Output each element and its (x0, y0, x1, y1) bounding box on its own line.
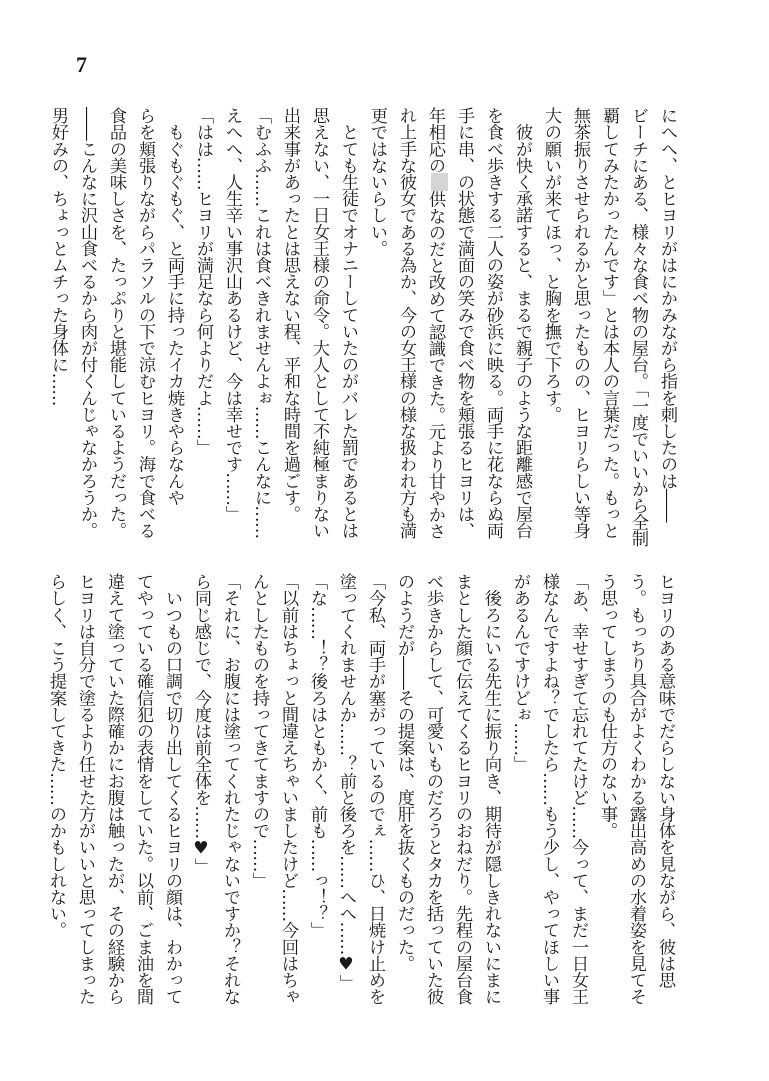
text-line: もぐもぐもぐ、と両手に持ったイカ焼きやらなんや (164, 107, 184, 506)
text-line: べ歩きからして、可愛いものだろうとタカを括っていた彼 (423, 573, 443, 1005)
text-line: ――こんなに沢山食べるから肉が付くんじゃなかろうか。 (77, 107, 97, 539)
text-line: う思ってしまうのも仕方のない事。 (597, 573, 617, 839)
text-line: 大の願いが来てほっ、と胸を撫で下ろす。 (541, 107, 561, 423)
text-line: 様なんですよね？でしたら……もう少し、やってほしい事 (539, 573, 559, 1005)
text-line: 覇してみたかったんです」とは本人の言葉だった。もっと (599, 107, 619, 539)
text-line: んとしたものを持ってきてますので……」 (249, 573, 269, 889)
page-number: 7 (76, 52, 87, 77)
text-line: 出来事があったとは思えない程、平和な時間を過ごす。 (280, 107, 300, 523)
text-line: 思えない、一日女王様の命令。大人として不純極まりない (309, 107, 329, 539)
text-line: 年相応の供なのだと改めて認識できた。元より甘やかさ (420, 107, 449, 517)
text-line: ビーチにある、様々な食べ物の屋台。「一度でいいから全制 (628, 107, 648, 547)
text-line: 違えて塗っていた際確かにお腹は触ったが、その経験から (104, 573, 124, 1005)
text-line: 彼が快く承諾すると、まるで親子のような距離感で屋台 (512, 107, 532, 539)
text-line: 後ろにいる先生に振り向き、期待が隠しきれないにまに (481, 573, 501, 1005)
text-line: があるんですけどぉ……」 (510, 573, 530, 773)
bottom-text-block (46, 573, 679, 1005)
text-line: てやっている確信犯の表情をしていた。以前、ごま油を間 (133, 573, 153, 1005)
text-line: 「あ、幸せすぎて忘れてたけど……今って、まだ一日女王 (568, 573, 588, 1005)
text-line: 「むふふ……これは食べきれませんよぉ……こんなに…… (251, 107, 271, 539)
redaction-mark (431, 173, 448, 190)
text-line: 「今私、両手が塞がっているのでぇ……ひ、日焼け止めを (365, 573, 385, 1005)
text-line: 「な……！？後ろはともかく、前も……っ！？」 (307, 573, 327, 939)
text-line: う。もっちり具合がよくわかる露出高めの水着姿を見てそ (626, 573, 646, 1005)
text-line: にへへ、とヒヨリがはにかみながら指を刺したのは―― (657, 107, 677, 522)
text-line: 更ではないらしい。 (367, 107, 387, 257)
text-line: らしく、こう提案してきた……のかもしれない。 (46, 573, 66, 939)
text-line: とても生徒でオナニーしていたのがバレた罰であるとは (338, 107, 358, 539)
text-line: いつもの口調で切り出してくるヒヨリの顔は、わかって (162, 573, 182, 1005)
text-line: 男好みの、ちょっとムチった身体に…… (48, 107, 68, 406)
text-line: のようだが――その提案は、度肝を抜くものだった。 (394, 573, 414, 972)
text-line: ヒヨリは自分で塗るより任せた方がいいと思ってしまった (75, 573, 95, 1005)
text-line: 「はは……ヒヨリが満足なら何よりだよ……」 (193, 107, 213, 456)
text-line: らを頬張りながらパラソルの下で涼むヒヨリ。海で食べる (135, 107, 155, 539)
text-line: 手に串、の状態で満面の笑みで食べ物を頬張るヒヨリは、 (454, 107, 474, 539)
text-line: ヒヨリのある意味でだらしない身体を見ながら、彼は思 (655, 573, 675, 989)
text-line: れ上手な彼女である為か、今の女王様の様な扱われ方も満 (396, 107, 416, 539)
text-line: 食品の美味しさを、たっぷりと堪能しているようだった。 (106, 107, 126, 539)
top-text-block (48, 107, 681, 547)
text-line: 無茶振りさせられるかと思ったものの、ヒヨリらしい等身 (570, 107, 590, 539)
text-line: えへへ、人生辛い事沢山あるけど、今は幸せです……」 (222, 107, 242, 522)
text-line: まとした顔で伝えてくるヒヨリのおねだり。先程の屋台食 (452, 573, 472, 1005)
text-line: 塗ってくれませんか……？前と後ろを……へへ……♥」 (336, 573, 356, 991)
text-line: 「それに、お腹には塗ってくれたじゃないですか？それな (220, 573, 240, 1005)
text-line: 「以前はちょっと間違えちゃいましたけど……今回はちゃ (278, 573, 298, 1005)
text-line: を食べ歩きする二人の姿が砂浜に映る。両手に花ならぬ両 (483, 107, 503, 539)
text-line: ら同じ感じで、今度は前全体を……♥」 (191, 573, 211, 875)
